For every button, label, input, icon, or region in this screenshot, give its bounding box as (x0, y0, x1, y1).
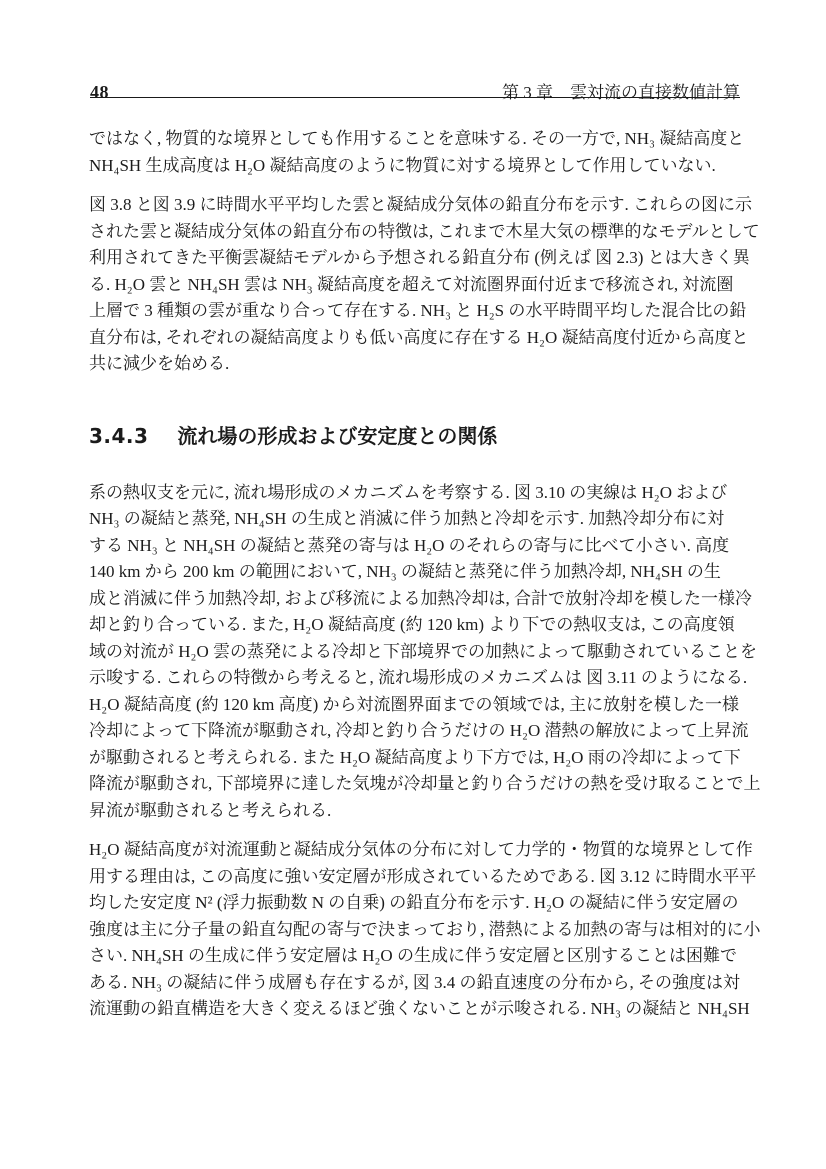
text-line: が駆動されると考えられる. また H₂O 凝結高度より下方では, H₂O 雨の冷却によって下 (89, 747, 741, 767)
text-line: 強度は主に分子量の鉛直勾配の寄与で決まっており, 潜熱による加熱の寄与は相対的に小 (89, 919, 761, 939)
header-rule (90, 97, 740, 98)
section-heading (89, 422, 749, 450)
text-line: 系の熱収支を元に, 流れ場形成のメカニズムを考察する. 図 3.10 の実線は H₂O および (89, 482, 728, 502)
text-line: る. H₂O 雲と NH₄SH 雲は NH₃ 凝結高度を超えて対流圏界面付近まで移流され, 対流圏 (89, 274, 734, 294)
section-title: 流れ場の形成および安定度との関係 (177, 423, 498, 448)
text-line: ある. NH₃ の凝結に伴う成層も存在するが, 図 3.4 の鉛直速度の分布から, その強度は対 (89, 972, 740, 992)
text-line: 成と消滅に伴う加熱冷却, および移流による加熱冷却は, 合計で放射冷却を模した一様冷 (89, 588, 752, 608)
chapter-header: 第 3 章 雲対流の直接数値計算 (502, 83, 740, 102)
running-header (90, 78, 740, 103)
text-line: NH₄SH 生成高度は H₂O 凝結高度のように物質に対する境界として作用していない. (89, 155, 716, 175)
text-line: H₂O 凝結高度 (約 120 km 高度) から対流圏界面までの領域では, 主に放射を模した一様 (89, 694, 740, 714)
text-line: 利用されてきた平衡雲凝結モデルから予想される鉛直分布 (例えば 図 2.3) とは大きく異 (89, 248, 750, 267)
page-body (89, 126, 761, 1036)
text-line: 域の対流が H₂O 雲の蒸発による冷却と下部境界での加熱によって駆動されていることを (89, 641, 757, 661)
page-number: 48 (90, 82, 109, 102)
text-line: 共に減少を始める. (89, 354, 230, 373)
text-line: 示唆する. これらの特徴から考えると, 流れ場形成のメカニズムは 図 3.11 のようになる. (89, 668, 748, 687)
text-line: さい. NH₄SH の生成に伴う安定層は H₂O の生成に伴う安定層と区別することは困難で (89, 946, 737, 965)
text-line: する NH₃ と NH₄SH の凝結と蒸発の寄与は H₂O のそれらの寄与に比べて小さい. 高度 (89, 535, 730, 555)
text-line: 却と釣り合っている. また, H₂O 凝結高度 (約 120 km) より下での熱収支は, この高度領 (89, 615, 735, 634)
text-line: 上層で 3 種類の雲が重なり合って存在する. NH₃ と H₂S の水平時間平均した混合比の鉛 (89, 301, 747, 320)
text-line: された雲と凝結成分気体の鉛直分布の特徴は, これまで木星大気の標準的なモデルとして (89, 221, 760, 241)
text-line: 直分布は, それぞれの凝結高度よりも低い高度に存在する H₂O 凝結高度付近から高度と (89, 327, 749, 347)
text-line: ではなく, 物質的な境界としても作用することを意味する. その一方で, NH₃ 凝結高度と (89, 129, 745, 148)
paragraph-flow-field-mechanism (89, 480, 761, 825)
paragraph-stability-layer (89, 837, 761, 1023)
text-line: 冷却によって下降流が駆動され, 冷却と釣り合うだけの H₂O 潜熱の解放によって上昇流 (89, 721, 749, 740)
text-line: 昇流が駆動されると考えられる. (89, 800, 332, 820)
text-line: 140 km から 200 km の範囲において, NH₃ の凝結と蒸発に伴う加熱冷却, NH₄SH の生 (89, 562, 721, 581)
paragraph-boundary-discussion (89, 126, 749, 179)
text-line: 用する理由は, この高度に強い安定層が形成されているためである. 図 3.12 に時間水平平 (89, 866, 757, 886)
section-number: 3.4.3 (89, 423, 149, 448)
text-line: NH₃ の凝結と蒸発, NH₄SH の生成と消滅に伴う加熱と冷却を示す. 加熱冷却分布に対 (89, 509, 725, 528)
text-line: 降流が駆動され, 下部境界に達した気塊が冷却量と釣り合うだけの熱を受け取ることで上 (89, 774, 761, 793)
text-line: 図 3.8 と図 3.9 に時間水平平均した雲と凝結成分気体の鉛直分布を示す. これらの図に示 (89, 195, 752, 214)
text-line: 均した安定度 N² (浮力振動数 N の自乗) の鉛直分布を示す. H₂O の凝結に伴う安定層の (89, 893, 739, 912)
paragraph-cloud-profiles (89, 192, 760, 378)
text-line: H₂O 凝結高度が対流運動と凝結成分気体の分布に対して力学的・物質的な境界として作 (89, 840, 753, 859)
text-line: 流運動の鉛直構造を大きく変えるほど強くないことが示唆される. NH₃ の凝結と NH₄SH (89, 999, 750, 1018)
